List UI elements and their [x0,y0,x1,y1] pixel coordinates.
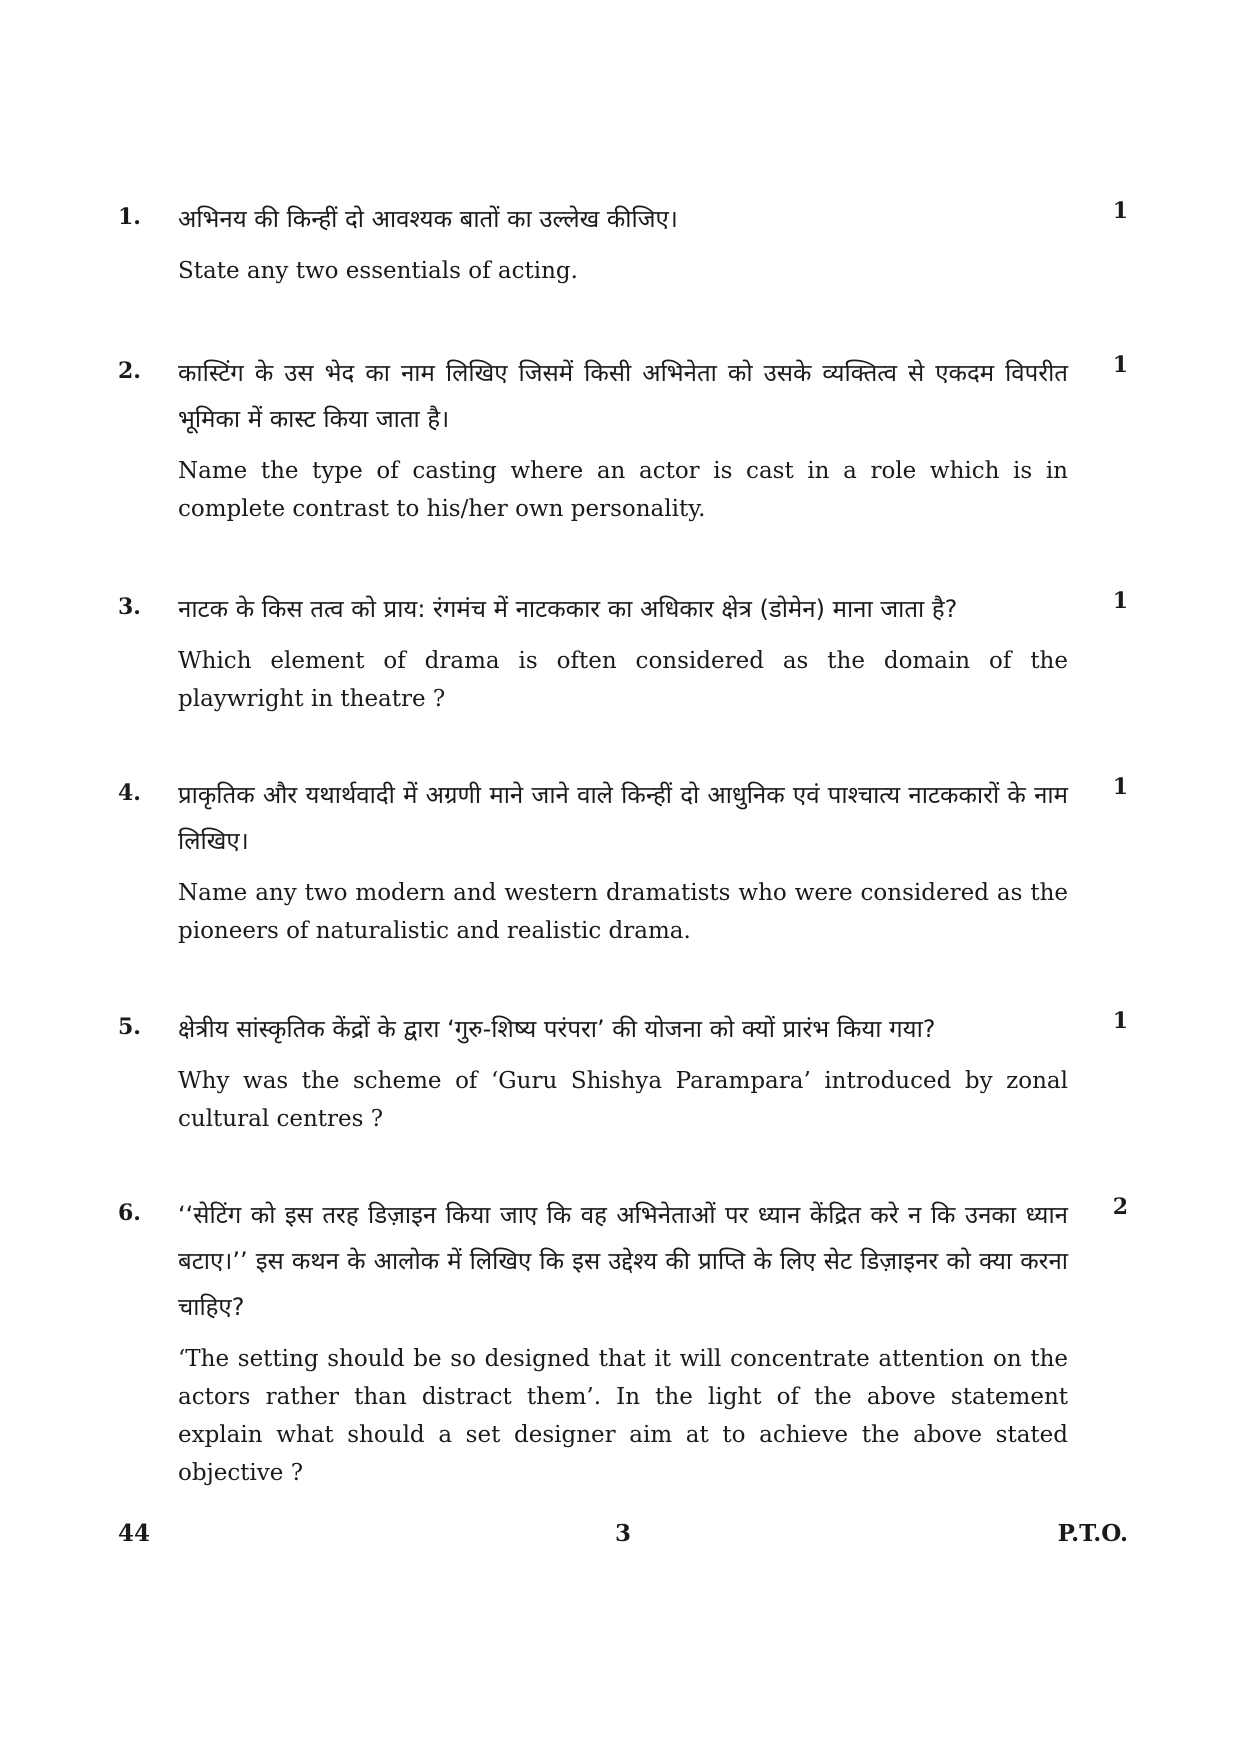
question-3 [118,586,1128,718]
paper-code: 44 [118,1520,151,1547]
question-text-english: State any two essentials of acting. [178,258,578,284]
question-2 [118,350,1128,528]
question-1 [118,196,1128,290]
question-text-english: ‘The setting should be so designed that it will concentrate attention on the actors rather than distract them’. In the light of the above statement explain what should a set designer aim at to achieve the above stated objective ? [178,1346,1068,1486]
question-text-hindi: ‘‘सेटिंग को इस तरह डिज़ाइन किया जाए कि वह अभिनेताओं पर ध्यान केंद्रित करे न कि उनका ध्यान बटाए।’’ इस कथन के आलोक में लिखिए कि इस उद्देश्य की प्राप्ति के लिए सेट डिज़ाइनर को क्या करना चाहिए? [178,1201,1068,1321]
question-number: 2. [118,358,141,384]
question-marks: 2 [1112,1194,1128,1220]
question-number: 4. [118,780,141,806]
question-text-hindi: नाटक के किस तत्व को प्राय: रंगमंच में नाटककार का अधिकार क्षेत्र (डोमेन) माना जाता है? [178,595,958,623]
question-text-hindi: अभिनय की किन्हीं दो आवश्यक बातों का उल्लेख कीजिए। [178,205,678,233]
question-marks: 1 [1112,774,1128,800]
page-footer [118,1520,1128,1560]
question-number: 3. [118,594,141,620]
question-4 [118,772,1128,950]
page-number: 3 [614,1520,631,1547]
question-number: 5. [118,1014,141,1040]
question-text-hindi: प्राकृतिक और यथार्थवादी में अग्रणी माने जाने वाले किन्हीं दो आधुनिक एवं पाश्चात्य नाटककारों के नाम लिखिए। [178,781,1068,855]
question-marks: 1 [1112,588,1128,614]
question-text-english: Why was the scheme of ‘Guru Shishya Parampara’ introduced by zonal cultural centres ? [178,1068,1068,1132]
question-text-english: Name the type of casting where an actor is cast in a role which is in complete contrast to his/her own personality. [178,458,1068,522]
question-text-english: Which element of drama is often considered as the domain of the playwright in theatre ? [178,648,1068,712]
question-marks: 1 [1112,198,1128,224]
question-5 [118,1006,1128,1138]
question-text-english: Name any two modern and western dramatists who were considered as the pioneers of naturalistic and realistic drama. [178,880,1068,944]
question-text-hindi: क्षेत्रीय सांस्कृतिक केंद्रों के द्वारा ‘गुरु-शिष्य परंपरा’ की योजना को क्यों प्रारंभ किया गया? [178,1015,936,1043]
question-text-hindi: कास्टिंग के उस भेद का नाम लिखिए जिसमें किसी अभिनेता को उसके व्यक्तित्व से एकदम विपरीत भूमिका में कास्ट किया जाता है। [178,359,1068,433]
please-turn-over: P.T.O. [1057,1520,1128,1547]
question-number: 1. [118,204,141,230]
question-6 [118,1192,1128,1492]
question-marks: 1 [1112,352,1128,378]
question-number: 6. [118,1200,141,1226]
question-marks: 1 [1112,1008,1128,1034]
